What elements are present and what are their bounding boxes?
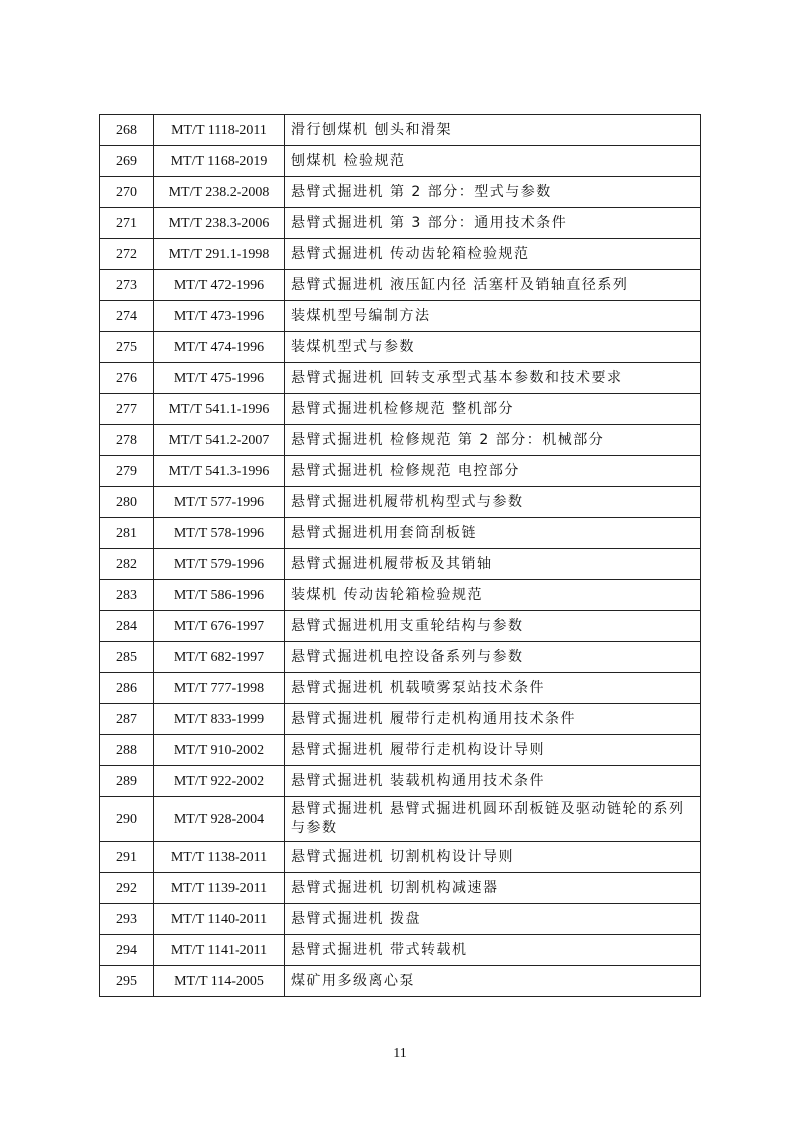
row-number-cell: 272	[100, 239, 154, 270]
standard-title-cell: 滑行刨煤机 刨头和滑架	[285, 115, 701, 146]
row-number-cell: 287	[100, 704, 154, 735]
standard-title-cell: 悬臂式掘进机 悬臂式掘进机圆环刮板链及驱动链轮的系列与参数	[285, 797, 701, 842]
table-row	[100, 332, 701, 363]
row-number-cell: 290	[100, 797, 154, 842]
row-number-cell: 276	[100, 363, 154, 394]
table-row	[100, 363, 701, 394]
table-row	[100, 735, 701, 766]
table-row	[100, 873, 701, 904]
page-number: 11	[393, 1046, 407, 1061]
standard-title-cell: 悬臂式掘进机 拨盘	[285, 904, 701, 935]
row-number-cell: 281	[100, 518, 154, 549]
table-row	[100, 518, 701, 549]
standard-title-cell: 悬臂式掘进机 第 2 部分：型式与参数	[285, 177, 701, 208]
standard-title-cell: 装煤机型式与参数	[285, 332, 701, 363]
standard-code-cell: MT/T 579-1996	[154, 549, 285, 580]
standard-code-cell: MT/T 910-2002	[154, 735, 285, 766]
row-number-cell: 271	[100, 208, 154, 239]
standard-title-cell: 悬臂式掘进机 机载喷雾泵站技术条件	[285, 673, 701, 704]
standard-code-cell: MT/T 1168-2019	[154, 146, 285, 177]
standard-title-cell: 悬臂式掘进机 履带行走机构设计导则	[285, 735, 701, 766]
table-row	[100, 842, 701, 873]
row-number-cell: 279	[100, 456, 154, 487]
standard-code-cell: MT/T 577-1996	[154, 487, 285, 518]
standard-title-cell: 悬臂式掘进机用支重轮结构与参数	[285, 611, 701, 642]
row-number-cell: 273	[100, 270, 154, 301]
table-row	[100, 146, 701, 177]
row-number-cell: 283	[100, 580, 154, 611]
row-number-cell: 285	[100, 642, 154, 673]
standard-code-cell: MT/T 777-1998	[154, 673, 285, 704]
standard-code-cell: MT/T 238.2-2008	[154, 177, 285, 208]
table-row	[100, 642, 701, 673]
standard-code-cell: MT/T 474-1996	[154, 332, 285, 363]
standard-code-cell: MT/T 114-2005	[154, 966, 285, 997]
standard-title-cell: 悬臂式掘进机 液压缸内径 活塞杆及销轴直径系列	[285, 270, 701, 301]
standard-title-cell: 悬臂式掘进机检修规范 整机部分	[285, 394, 701, 425]
table-row	[100, 115, 701, 146]
standard-code-cell: MT/T 1141-2011	[154, 935, 285, 966]
standard-code-cell: MT/T 238.3-2006	[154, 208, 285, 239]
row-number-cell: 293	[100, 904, 154, 935]
row-number-cell: 292	[100, 873, 154, 904]
row-number-cell: 269	[100, 146, 154, 177]
standard-code-cell: MT/T 1140-2011	[154, 904, 285, 935]
standard-code-cell: MT/T 676-1997	[154, 611, 285, 642]
table-row	[100, 177, 701, 208]
standard-title-cell: 装煤机型号编制方法	[285, 301, 701, 332]
table-row	[100, 611, 701, 642]
standard-code-cell: MT/T 833-1999	[154, 704, 285, 735]
standard-code-cell: MT/T 1138-2011	[154, 842, 285, 873]
standard-title-cell: 悬臂式掘进机 切割机构设计导则	[285, 842, 701, 873]
standard-code-cell: MT/T 682-1997	[154, 642, 285, 673]
standard-code-cell: MT/T 475-1996	[154, 363, 285, 394]
table-row	[100, 208, 701, 239]
standard-title-cell: 悬臂式掘进机 履带行走机构通用技术条件	[285, 704, 701, 735]
standard-code-cell: MT/T 586-1996	[154, 580, 285, 611]
standard-code-cell: MT/T 541.2-2007	[154, 425, 285, 456]
standard-code-cell: MT/T 291.1-1998	[154, 239, 285, 270]
table-row	[100, 797, 701, 842]
table-row	[100, 966, 701, 997]
standard-title-cell: 煤矿用多级离心泵	[285, 966, 701, 997]
standards-table	[99, 114, 701, 997]
table-row	[100, 904, 701, 935]
standard-title-cell: 刨煤机 检验规范	[285, 146, 701, 177]
row-number-cell: 294	[100, 935, 154, 966]
standard-title-cell: 悬臂式掘进机 切割机构减速器	[285, 873, 701, 904]
row-number-cell: 288	[100, 735, 154, 766]
row-number-cell: 268	[100, 115, 154, 146]
standard-code-cell: MT/T 472-1996	[154, 270, 285, 301]
row-number-cell: 291	[100, 842, 154, 873]
standard-title-cell: 悬臂式掘进机履带板及其销轴	[285, 549, 701, 580]
standard-title-cell: 悬臂式掘进机 检修规范 电控部分	[285, 456, 701, 487]
standard-code-cell: MT/T 473-1996	[154, 301, 285, 332]
standard-title-cell: 悬臂式掘进机用套筒刮板链	[285, 518, 701, 549]
table-row	[100, 766, 701, 797]
table-row	[100, 549, 701, 580]
row-number-cell: 275	[100, 332, 154, 363]
table-row	[100, 270, 701, 301]
row-number-cell: 289	[100, 766, 154, 797]
table-row	[100, 487, 701, 518]
table-row	[100, 301, 701, 332]
standard-code-cell: MT/T 1118-2011	[154, 115, 285, 146]
standard-code-cell: MT/T 1139-2011	[154, 873, 285, 904]
standard-title-cell: 悬臂式掘进机 装载机构通用技术条件	[285, 766, 701, 797]
row-number-cell: 284	[100, 611, 154, 642]
standard-title-cell: 悬臂式掘进机 带式转载机	[285, 935, 701, 966]
standards-table-body	[100, 115, 701, 997]
row-number-cell: 280	[100, 487, 154, 518]
standard-code-cell: MT/T 578-1996	[154, 518, 285, 549]
standard-title-cell: 悬臂式掘进机 传动齿轮箱检验规范	[285, 239, 701, 270]
table-row	[100, 456, 701, 487]
table-row	[100, 425, 701, 456]
standard-code-cell: MT/T 541.3-1996	[154, 456, 285, 487]
table-row	[100, 394, 701, 425]
row-number-cell: 295	[100, 966, 154, 997]
row-number-cell: 278	[100, 425, 154, 456]
row-number-cell: 274	[100, 301, 154, 332]
table-row	[100, 239, 701, 270]
standard-title-cell: 悬臂式掘进机 检修规范 第 2 部分：机械部分	[285, 425, 701, 456]
standard-code-cell: MT/T 928-2004	[154, 797, 285, 842]
table-row	[100, 704, 701, 735]
standard-title-cell: 悬臂式掘进机 回转支承型式基本参数和技术要求	[285, 363, 701, 394]
table-row	[100, 935, 701, 966]
row-number-cell: 282	[100, 549, 154, 580]
standard-title-cell: 悬臂式掘进机履带机构型式与参数	[285, 487, 701, 518]
standard-title-cell: 悬臂式掘进机 第 3 部分：通用技术条件	[285, 208, 701, 239]
standard-code-cell: MT/T 541.1-1996	[154, 394, 285, 425]
standard-code-cell: MT/T 922-2002	[154, 766, 285, 797]
standard-title-cell: 悬臂式掘进机电控设备系列与参数	[285, 642, 701, 673]
standard-title-cell: 装煤机 传动齿轮箱检验规范	[285, 580, 701, 611]
row-number-cell: 277	[100, 394, 154, 425]
row-number-cell: 270	[100, 177, 154, 208]
row-number-cell: 286	[100, 673, 154, 704]
table-row	[100, 673, 701, 704]
table-row	[100, 580, 701, 611]
